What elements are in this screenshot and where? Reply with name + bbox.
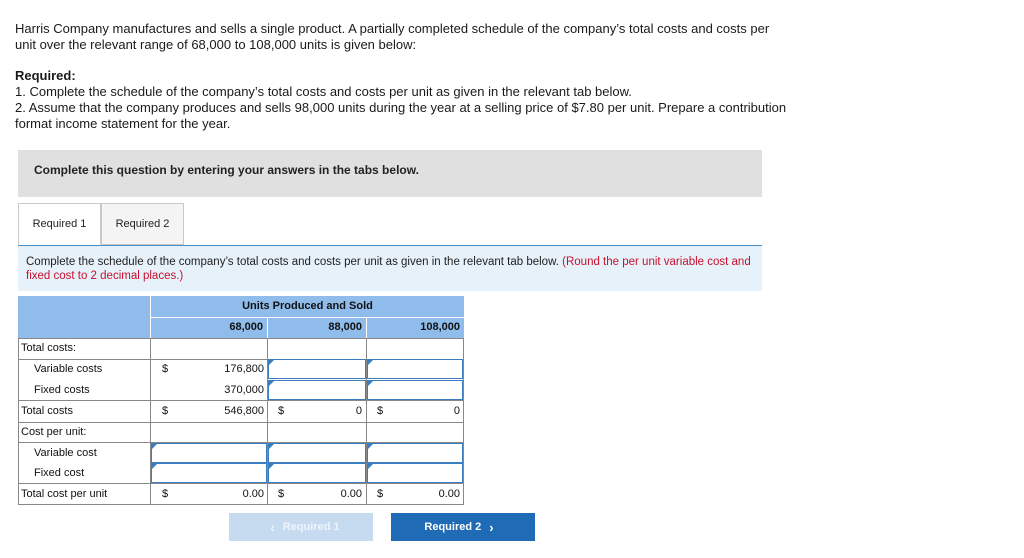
- tab-instructions: [18, 246, 762, 291]
- total-costs-label: Total costs: [21, 405, 73, 417]
- fixed-costs-label: Fixed costs: [34, 384, 90, 396]
- variable-costs-88000-input[interactable]: [268, 359, 366, 379]
- chevron-left-icon: ‹: [270, 519, 275, 535]
- total-costs-108000: 0: [453, 405, 460, 417]
- total-costs-dollar-1: $: [162, 405, 169, 417]
- fixed-cost-108000-input[interactable]: [367, 463, 463, 483]
- fixed-cost-68000-input[interactable]: [151, 463, 267, 483]
- instructions-text: [26, 255, 756, 283]
- fixed-cost-label: Fixed cost: [34, 467, 85, 479]
- variable-costs-108000-input[interactable]: [367, 359, 463, 379]
- chevron-right-icon: ›: [489, 519, 494, 535]
- tab-required-2-label: Required 2: [115, 218, 170, 230]
- total-cost-per-unit-88000: 0.00: [340, 488, 362, 500]
- intro-line-1: Harris Company manufactures and sells a single product. A partially completed schedule of the company’s total costs and costs per: [15, 21, 770, 36]
- banner-text: Complete this question by entering your answers in the tabs below.: [34, 163, 419, 177]
- total-cost-per-unit-label: Total cost per unit: [21, 488, 108, 500]
- tab-required-2[interactable]: [101, 203, 184, 245]
- cost-per-unit-section-label: Cost per unit:: [21, 426, 87, 438]
- required-item-2b: format income statement for the year.: [15, 116, 231, 131]
- variable-cost-88000-input[interactable]: [268, 443, 366, 463]
- variable-costs-label: Variable costs: [34, 363, 103, 375]
- row-line: [18, 422, 464, 423]
- col-header-108000: 108,000: [420, 321, 460, 333]
- header-blank-cell: [18, 296, 150, 338]
- units-group-header: Units Produced and Sold: [242, 300, 373, 312]
- row-line: [18, 483, 464, 484]
- prev-button-label: Required 1: [282, 521, 340, 533]
- header-col-108000: [367, 318, 464, 338]
- variable-costs-68000: 176,800: [224, 363, 264, 375]
- tab-required-1[interactable]: [18, 203, 101, 245]
- total-costs-88000: 0: [355, 405, 362, 417]
- fixed-costs-88000-input[interactable]: [268, 380, 366, 400]
- col-header-88000: 88,000: [328, 321, 362, 333]
- required-item-2a: 2. Assume that the company produces and sells 98,000 units during the year at a selling price of $7.80 per unit. Prepare a contribution: [15, 100, 787, 115]
- variable-cost-label: Variable cost: [34, 447, 97, 459]
- fixed-cost-88000-input[interactable]: [268, 463, 366, 483]
- required-heading: Required:: [15, 68, 76, 83]
- variable-cost-108000-input[interactable]: [367, 443, 463, 463]
- instruction-banner: [18, 150, 762, 197]
- next-required-2-button[interactable]: [391, 513, 535, 541]
- fixed-costs-68000: 370,000: [224, 384, 264, 396]
- total-cost-per-unit-108000: 0.00: [438, 488, 460, 500]
- required-item-1: 1. Complete the schedule of the company’s total costs and costs per unit as given in the relevant tab below.: [15, 84, 632, 99]
- header-col-88000: [268, 318, 366, 338]
- tab-required-1-label: Required 1: [32, 218, 87, 230]
- total-cost-per-unit-dollar-2: $: [278, 488, 285, 500]
- cost-schedule-table: [18, 296, 464, 505]
- problem-intro: [15, 21, 875, 53]
- row-line: [18, 400, 464, 401]
- header-group-cell: [151, 296, 464, 317]
- col-header-68000: 68,000: [229, 321, 263, 333]
- header-col-68000: [151, 318, 267, 338]
- total-cost-per-unit-dollar-3: $: [377, 488, 384, 500]
- total-cost-per-unit-dollar-1: $: [162, 488, 169, 500]
- instructions-rounding-note: (Round the per unit variable cost and fixed cost to 2 decimal places.): [26, 256, 751, 282]
- prev-required-1-button[interactable]: [229, 513, 373, 541]
- total-costs-dollar-2: $: [278, 405, 285, 417]
- row-line: [18, 338, 464, 339]
- table-bottom-border: [18, 504, 464, 505]
- total-costs-68000: 546,800: [224, 405, 264, 417]
- instructions-main: Complete the schedule of the company’s total costs and costs per unit as given in the relevant tab below.: [26, 256, 559, 268]
- total-costs-dollar-3: $: [377, 405, 384, 417]
- required-list: [15, 84, 895, 132]
- fixed-costs-108000-input[interactable]: [367, 380, 463, 400]
- variable-cost-68000-input[interactable]: [151, 443, 267, 463]
- total-cost-per-unit-68000: 0.00: [242, 488, 264, 500]
- total-costs-section-label: Total costs:: [21, 342, 77, 354]
- next-button-label: Required 2: [424, 521, 482, 533]
- variable-costs-dollar: $: [162, 363, 169, 375]
- intro-line-2: unit over the relevant range of 68,000 to 108,000 units is given below:: [15, 37, 417, 52]
